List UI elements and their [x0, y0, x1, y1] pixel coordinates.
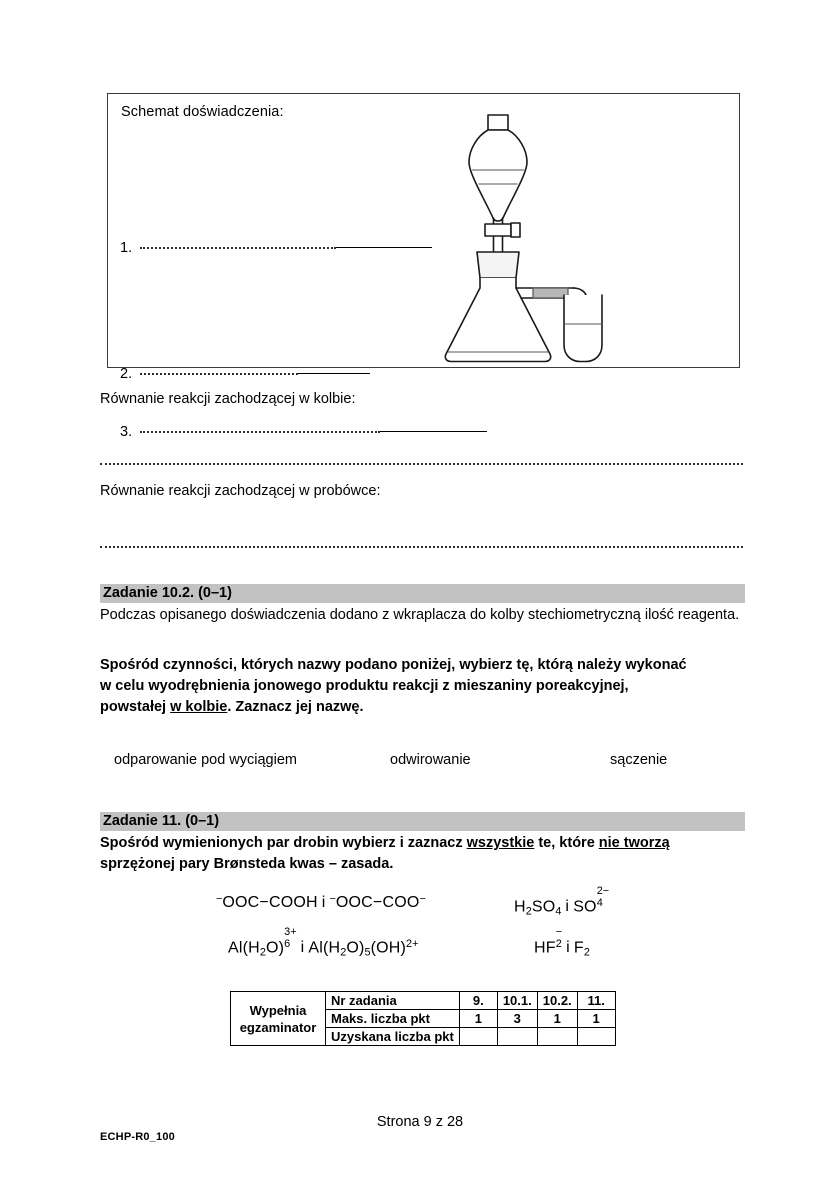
task-10-2-instruction-line2: w celu wyodrębnienia jonowego produktu reakcji z mieszaniny poreakcyjnej,: [100, 678, 629, 694]
task-10-2-instruction-line3-b: . Zaznacz jej nazwę.: [227, 699, 364, 715]
cell-maks-10-1: 3: [497, 1010, 537, 1028]
drobin-pair-fluoride[interactable]: HF − 2 i $F_2$: [534, 926, 590, 959]
task-10-2-instruction: [100, 655, 745, 718]
row-label-uzyskana-liczba-pkt: Uzyskana liczba pkt: [326, 1028, 460, 1046]
cell-maks-11: 1: [577, 1010, 615, 1028]
scheme-label-1-dots[interactable]: [140, 246, 336, 249]
row-label-nr-zadania: Nr zadania: [326, 992, 460, 1010]
scheme-title: Schemat doświadczenia:: [121, 104, 284, 120]
examiner-side-label-line2: egzaminator: [239, 1019, 317, 1035]
task-11-instruction: [100, 833, 745, 875]
task-11-emphasis-nie-tworza: nie tworzą: [598, 835, 670, 851]
conjunction-i-2: i: [565, 898, 570, 916]
scheme-label-3-leader: [380, 431, 487, 432]
drobin-pair-aluminium[interactable]: $Al(H_2O)$ 3+ 6 i $Al(H_2O)_5(OH)^{2+}$: [228, 926, 419, 959]
conjunction-i-1: i: [321, 894, 326, 912]
document-code: ECHP-R0_100: [100, 1131, 175, 1143]
task-10-2-instruction-line3: [100, 697, 745, 718]
test-tube: [564, 295, 602, 362]
cell-nr-zadania-10-2: 10.2.: [537, 992, 577, 1010]
option-saczenie[interactable]: sączenie: [610, 752, 668, 768]
cell-nr-zadania-11: 11.: [577, 992, 615, 1010]
scheme-label-3-number: 3.: [120, 424, 133, 440]
rubber-stopper: [477, 252, 519, 278]
task-11-header: Zadanie 11. (0–1): [100, 812, 745, 831]
cell-nr-zadania-10-1: 10.1.: [497, 992, 537, 1010]
task-11-line1-a: Spośród wymienionych par drobin wybierz i zaznacz: [100, 835, 467, 851]
cell-maks-10-2: 1: [537, 1010, 577, 1028]
task-10-2-instruction-line1: Spośród czynności, których nazwy podano poniżej, wybierz tę, którą należy wykonać: [100, 657, 687, 673]
page-number-label: Strona 9 z 28: [376, 1114, 464, 1130]
option-odparowanie-pod-wyciagiem[interactable]: odparowanie pod wyciągiem: [114, 752, 297, 768]
cell-nr-zadania-9: 9.: [459, 992, 497, 1010]
task-10-2-header: Zadanie 10.2. (0–1): [100, 584, 745, 603]
tube-equation-prompt: Równanie reakcji zachodzącej w probówce:: [100, 483, 381, 499]
examiner-score-table: [230, 991, 616, 1046]
scheme-label-2: [120, 366, 370, 382]
table-row: [231, 992, 616, 1010]
scheme-label-2-number: 2.: [120, 366, 133, 382]
scheme-label-1-leader: [336, 247, 432, 248]
flask-equation-answer-line[interactable]: [100, 463, 743, 465]
cell-uzyskana-10-2[interactable]: [537, 1028, 577, 1046]
task-11-emphasis-wszystkie: wszystkie: [466, 835, 535, 851]
scheme-label-3-dots[interactable]: [140, 430, 380, 433]
scheme-label-1: [120, 240, 432, 256]
separatory-funnel-body: [469, 130, 527, 221]
task-11-instruction-line2: sprzężonej pary Brønsteda kwas – zasada.: [100, 856, 394, 872]
cell-uzyskana-9[interactable]: [459, 1028, 497, 1046]
cell-maks-9: 1: [459, 1010, 497, 1028]
task-11-line1-b: te, które: [534, 835, 599, 851]
scheme-label-3: [120, 424, 487, 440]
scheme-label-1-number: 1.: [120, 240, 133, 256]
drobin-pair-oxalate[interactable]: −OOC−COOH i −OOC−COO−: [216, 893, 426, 912]
task-11-instruction-line1: [100, 833, 745, 854]
task-10-2-emphasis-w-kolbie: w kolbie: [170, 699, 228, 715]
task-10-2-instruction-line3-a: powstałej: [100, 699, 171, 715]
conjunction-i-4: i: [566, 939, 570, 957]
tube-connector-sleeve: [533, 288, 568, 298]
scheme-label-2-dots[interactable]: [140, 372, 298, 375]
drobin-pair-sulfate[interactable]: $H_2SO_4$ i SO 2− 4: [514, 885, 610, 918]
task-10-2-options: [100, 752, 745, 772]
separatory-funnel-neck: [488, 115, 508, 130]
scheme-label-2-leader: [298, 373, 370, 374]
cell-uzyskana-11[interactable]: [577, 1028, 615, 1046]
option-odwirowanie[interactable]: odwirowanie: [390, 752, 471, 768]
task-10-2-intro: Podczas opisanego doświadczenia dodano z wkraplacza do kolby stechiometryczną ilość reagenta.: [100, 607, 740, 623]
flask-equation-prompt: Równanie reakcji zachodzącej w kolbie:: [100, 391, 356, 407]
stopcock: [485, 223, 520, 237]
examiner-side-label: [231, 992, 326, 1046]
apparatus-diagram: [433, 102, 633, 369]
cell-uzyskana-10-1[interactable]: [497, 1028, 537, 1046]
row-label-maks-liczba-pkt: Maks. liczba pkt: [326, 1010, 460, 1028]
examiner-side-label-line1: Wypełnia: [249, 1002, 307, 1018]
tube-equation-answer-line[interactable]: [100, 546, 743, 548]
conjunction-i-3: i: [300, 939, 305, 957]
